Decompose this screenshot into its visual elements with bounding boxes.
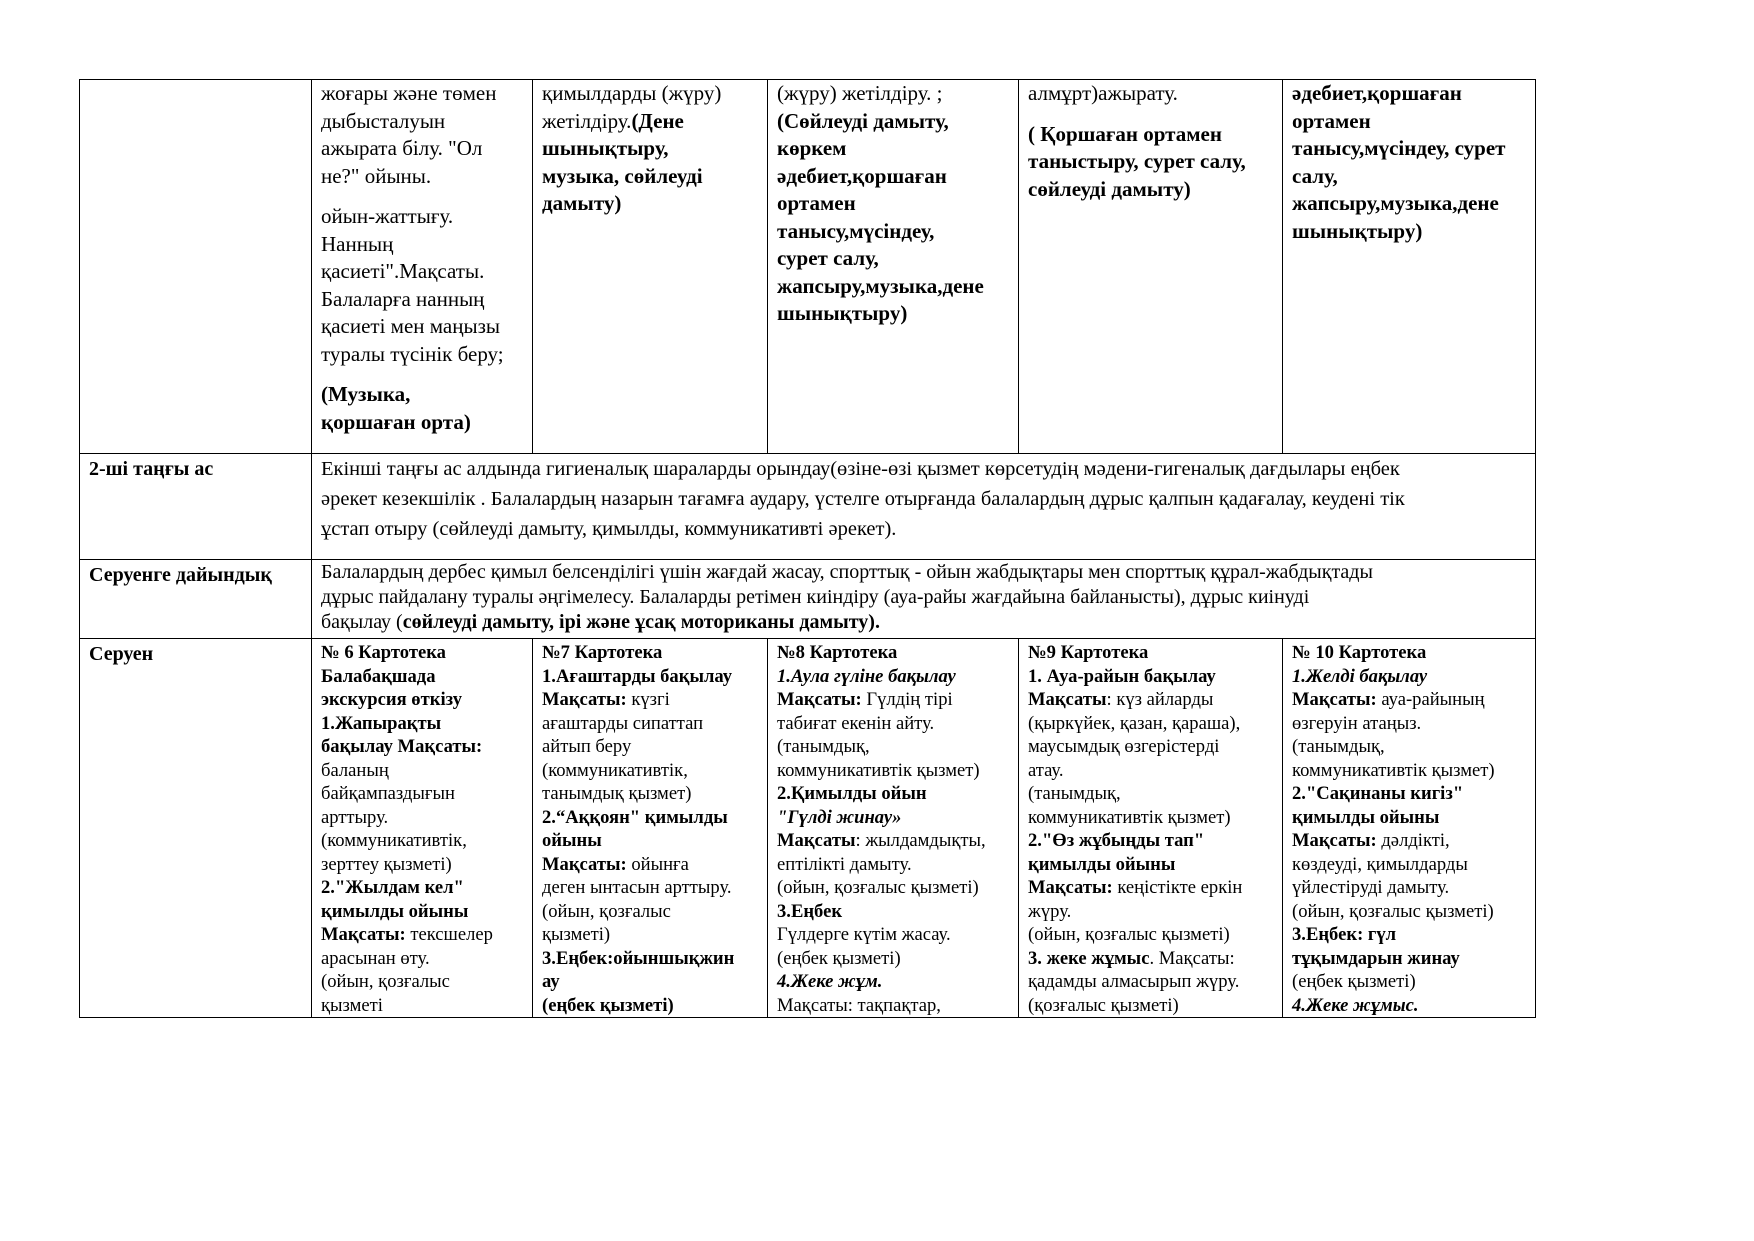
text-line: "Гүлді жинау»	[777, 806, 902, 828]
text-line: таныстыру, сурет салу,	[1028, 149, 1246, 173]
text-run: ойынға	[626, 853, 689, 875]
text-line: табиғат екенін айту.	[777, 712, 935, 734]
text-line: (Дене	[631, 108, 684, 133]
text-line: дұрыс пайдалану туралы әңгімелесу. Балаларды ретімен киіндіру (ауа-райы жағдайына байланысты), дұрыс киінуді	[321, 586, 1310, 608]
text-line: ағаштарды сипаттап	[542, 712, 704, 734]
text-line: ажырата білу. "Ол	[321, 136, 483, 160]
text-line: әдебиет,қоршаған	[1292, 81, 1462, 105]
text-line: (қыркүйек, қазан, қараша),	[1028, 712, 1241, 734]
text-line	[1028, 876, 1274, 900]
text-run: күзгі	[626, 689, 670, 710]
text-line: 4.Жеке жұм.	[777, 971, 883, 992]
daily-plan-table	[79, 79, 1536, 1018]
text-line: ұстап отыру (сөйлеуді дамыту, қимылды, коммуникативті әрекет).	[321, 518, 897, 540]
text-run: : жылдамдықты,	[855, 830, 986, 851]
text-line: экскурсия өткізу	[321, 689, 462, 710]
text-line: №9 Картотека	[1028, 642, 1149, 663]
text-line: (коммуникативтік,	[321, 830, 467, 851]
text-line	[1028, 947, 1274, 971]
text-line: ортамен	[1292, 108, 1371, 133]
text-line: жетілдіру.	[542, 108, 632, 133]
text-line: (ойын, қозғалыс	[321, 971, 450, 992]
text-line: 2.Қимылды ойын	[777, 783, 927, 804]
text-line	[1028, 688, 1274, 712]
text-line: Нанның	[321, 231, 394, 256]
table-row-second-breakfast	[80, 454, 1536, 560]
text-line: айтып беру	[542, 736, 632, 757]
text-line: қызметі	[321, 994, 383, 1016]
table-row-walk-preparation	[80, 560, 1536, 639]
text-line: (ойын, қозғалыс қызметі)	[1292, 900, 1494, 922]
cell-activity-2	[533, 80, 768, 454]
cell-paragraph	[321, 203, 524, 368]
text-line: Мақсаты: тақпақтар,	[777, 994, 941, 1016]
text-line: 1.Жапырақты	[321, 712, 442, 734]
text-line	[777, 688, 1010, 712]
text-line: ау	[542, 971, 560, 992]
text-line: 1.Аула гүліне бақылау	[777, 665, 956, 687]
row-label-second-breakfast: 2-ші таңғы ас	[80, 454, 312, 560]
text-line: баланың	[321, 759, 389, 781]
text-line: 2."Сақинаны кигіз"	[1292, 783, 1464, 804]
text-run: Мақсаты:	[1292, 830, 1377, 851]
text-run: Мақсаты:	[542, 689, 627, 710]
text-run: Мақсаты:	[1292, 689, 1377, 710]
text-line: бақылау (	[321, 611, 403, 633]
text-line: әрекет кезекшілік . Балалардың назарын тағамға аудару, үстелге отырғанда балалардың дұрыс қалпын қадағалау, кеудені тік	[321, 488, 1405, 510]
text-line: 4.Жеке жұмыс.	[1292, 994, 1419, 1016]
text-run: Мақсаты	[1028, 689, 1107, 710]
text-line: маусымдық өзгерістерді	[1028, 736, 1220, 757]
text-line: музыка, сөйлеуді	[542, 163, 703, 188]
text-line: танысу,мүсіндеу,	[777, 218, 935, 243]
text-run: Мақсаты:	[1028, 877, 1113, 898]
text-line: танымдық қызмет)	[542, 783, 692, 804]
text-run: . Мақсаты:	[1149, 947, 1235, 969]
text-line: көздеуді, қимылдарды	[1292, 853, 1468, 875]
text-line: (танымдық,	[1028, 783, 1121, 804]
text-line: туралы түсінік беру;	[321, 341, 504, 366]
text-line: ойыны	[542, 830, 602, 851]
cell-walk-card-8	[768, 639, 1019, 1018]
text-run: Мақсаты	[777, 830, 856, 851]
text-line: арттыру.	[321, 806, 389, 828]
cell-walk-card-10	[1283, 639, 1536, 1018]
text-line: әдебиет,қоршаған	[777, 163, 947, 188]
text-line: 2.“Аққоян" қимылды	[542, 806, 728, 828]
text-line: 1. Ауа-райын бақылау	[1028, 665, 1216, 687]
text-line: қимылды ойыны	[1292, 806, 1440, 828]
table-row-continuation	[80, 80, 1536, 454]
text-line: ойын-жаттығу.	[321, 204, 454, 228]
text-line: өзгеруін атаңыз.	[1292, 712, 1422, 734]
cell-paragraph	[321, 381, 524, 436]
text-line: қасиеті".Мақсаты.	[321, 259, 485, 283]
text-line: Екінші таңғы ас алдында гигиеналық шараларды орындау(өзіне-өзі қызмет көрсетудің мәдени-гигеналық дағдылары еңбек	[321, 458, 1400, 480]
text-line: қимылдарды (жүру)	[542, 81, 722, 105]
text-line: шынықтыру)	[1292, 218, 1423, 243]
text-line: ептілікті дамыту.	[777, 853, 912, 875]
text-line	[777, 829, 1010, 853]
text-line: қызметі)	[542, 924, 611, 945]
text-line: байқампаздығын	[321, 783, 455, 804]
text-line: тұқымдарын жинау	[1292, 947, 1460, 969]
text-line: сурет салу,	[777, 246, 879, 270]
text-run: Мақсаты:	[321, 924, 406, 945]
text-run: кеңістікте еркін	[1112, 877, 1243, 898]
text-line: (коммуникативтік,	[542, 759, 688, 781]
cell-activity-3	[768, 80, 1019, 454]
text-line: (еңбек қызметі)	[542, 994, 674, 1016]
text-line: дыбысталуын	[321, 108, 446, 133]
text-line: салу,	[1292, 163, 1338, 188]
text-line: алмұрт)ажырату.	[1028, 81, 1178, 105]
text-line: Балалардың дербес қимыл белсенділігі үшін жағдай жасау, спорттық - ойын жабдықтары мен спорттық құрал-жабдықтады	[321, 561, 1373, 583]
text-line	[542, 688, 759, 712]
text-line: коммуникативтік қызмет)	[1292, 759, 1495, 781]
table-row-walk	[80, 639, 1536, 1018]
text-run: 3. жеке жұмыс	[1028, 947, 1150, 969]
text-run: Гүлдің тірі	[861, 689, 953, 710]
text-run: тексшелер	[405, 924, 493, 945]
text-line: не?" ойыны.	[321, 163, 432, 188]
text-line: қимылды ойыны	[321, 900, 469, 922]
text-line: жапсыру,музыка,дене	[777, 273, 984, 298]
text-line: Балабақшада	[321, 665, 436, 687]
text-line: №7 Картотека	[542, 642, 663, 663]
text-line: (жүру) жетілдіру. ;	[777, 81, 943, 105]
cell-walk-card-9	[1019, 639, 1283, 1018]
text-line: қасиеті мен маңызы	[321, 314, 500, 338]
text-run: Мақсаты:	[777, 689, 862, 710]
text-line	[542, 853, 759, 877]
text-line: қоршаған орта)	[321, 409, 471, 434]
text-run: ауа-райының	[1376, 689, 1485, 710]
text-line: (еңбек қызметі)	[1292, 971, 1416, 992]
cell-second-breakfast	[312, 454, 1536, 560]
text-run: Мақсаты:	[542, 853, 627, 875]
text-line: ( Қоршаған ортамен	[1028, 121, 1222, 146]
text-line: қадамды алмасырып жүру.	[1028, 971, 1240, 992]
cell-walk-preparation	[312, 560, 1536, 639]
text-line: (еңбек қызметі)	[777, 947, 901, 969]
text-line	[321, 923, 524, 947]
text-line: 3.Еңбек: гүл	[1292, 924, 1397, 945]
text-line: 3.Еңбек	[777, 900, 843, 922]
cell-paragraph	[1028, 121, 1274, 204]
cell-walk-card-7	[533, 639, 768, 1018]
text-line: үйлестіруді дамыту.	[1292, 877, 1450, 898]
text-line: жоғары және төмен	[321, 81, 497, 105]
text-line: зерттеу қызметі)	[321, 853, 452, 875]
text-line: (ойын, қозғалыс қызметі)	[1028, 924, 1230, 945]
text-line: танысу,мүсіндеу, сурет	[1292, 136, 1506, 160]
text-line: сөйлеуді дамыту)	[1028, 176, 1191, 201]
text-line: сөйлеуді дамыту, ірі және ұсақ моториканы дамыту).	[402, 611, 880, 633]
cell-paragraph	[321, 80, 524, 190]
text-line: 1.Ағаштарды бақылау	[542, 665, 733, 687]
text-line: № 6 Картотека	[321, 642, 446, 663]
text-line: Балаларға нанның	[321, 286, 485, 311]
text-line: (танымдық,	[1292, 736, 1385, 757]
cell-paragraph	[1028, 80, 1274, 108]
row-label-walk-preparation: Серуенге дайындық	[80, 560, 312, 639]
text-line: дамыту)	[542, 191, 622, 215]
text-line: 1.Желді бақылау	[1292, 665, 1428, 687]
text-line: жапсыру,музыка,дене	[1292, 191, 1499, 215]
text-line: арасынан өту.	[321, 947, 430, 969]
text-line: коммуникативтік қызмет)	[777, 759, 980, 781]
text-line: (ойын, қозғалыс	[542, 900, 671, 922]
cell-activity-1	[312, 80, 533, 454]
text-run: дәлдікті,	[1376, 830, 1450, 851]
text-line: шынықтыру)	[777, 301, 908, 325]
text-line: (танымдық,	[777, 736, 870, 757]
text-run: : күз айларды	[1106, 689, 1214, 710]
cell-activity-4	[1019, 80, 1283, 454]
cell-walk-card-6	[312, 639, 533, 1018]
row-label-walk: Серуен	[80, 639, 312, 1018]
text-line: (ойын, қозғалыс қызметі)	[777, 877, 979, 898]
text-line: ортамен	[777, 191, 856, 215]
text-line: Гүлдерге күтім жасау.	[777, 924, 951, 945]
text-line: № 10 Картотека	[1292, 642, 1427, 663]
text-line: №8 Картотека	[777, 642, 898, 663]
text-line	[1292, 688, 1527, 712]
text-line: шынықтыру,	[542, 136, 669, 160]
row-label-empty	[80, 80, 312, 454]
text-line: көркем	[777, 136, 847, 160]
text-line: (Музыка,	[321, 382, 411, 406]
cell-activity-5	[1283, 80, 1536, 454]
text-line: 2."Жылдам кел"	[321, 877, 464, 898]
text-line: 3.Еңбек:ойыншықжин	[542, 947, 735, 969]
text-line: жүру.	[1028, 900, 1072, 922]
text-line: қимылды ойыны	[1028, 853, 1176, 875]
text-line: деген ынтасын арттыру.	[542, 877, 732, 898]
text-line	[1292, 829, 1527, 853]
text-line: атау.	[1028, 759, 1064, 781]
text-line: 2."Өз жұбыңды тап"	[1028, 830, 1205, 851]
text-line: (Сөйлеуді дамыту,	[777, 108, 949, 133]
text-line: (қозғалыс қызметі)	[1028, 994, 1179, 1016]
text-line: бақылау Мақсаты:	[321, 736, 483, 757]
text-line: коммуникативтік қызмет)	[1028, 806, 1231, 828]
